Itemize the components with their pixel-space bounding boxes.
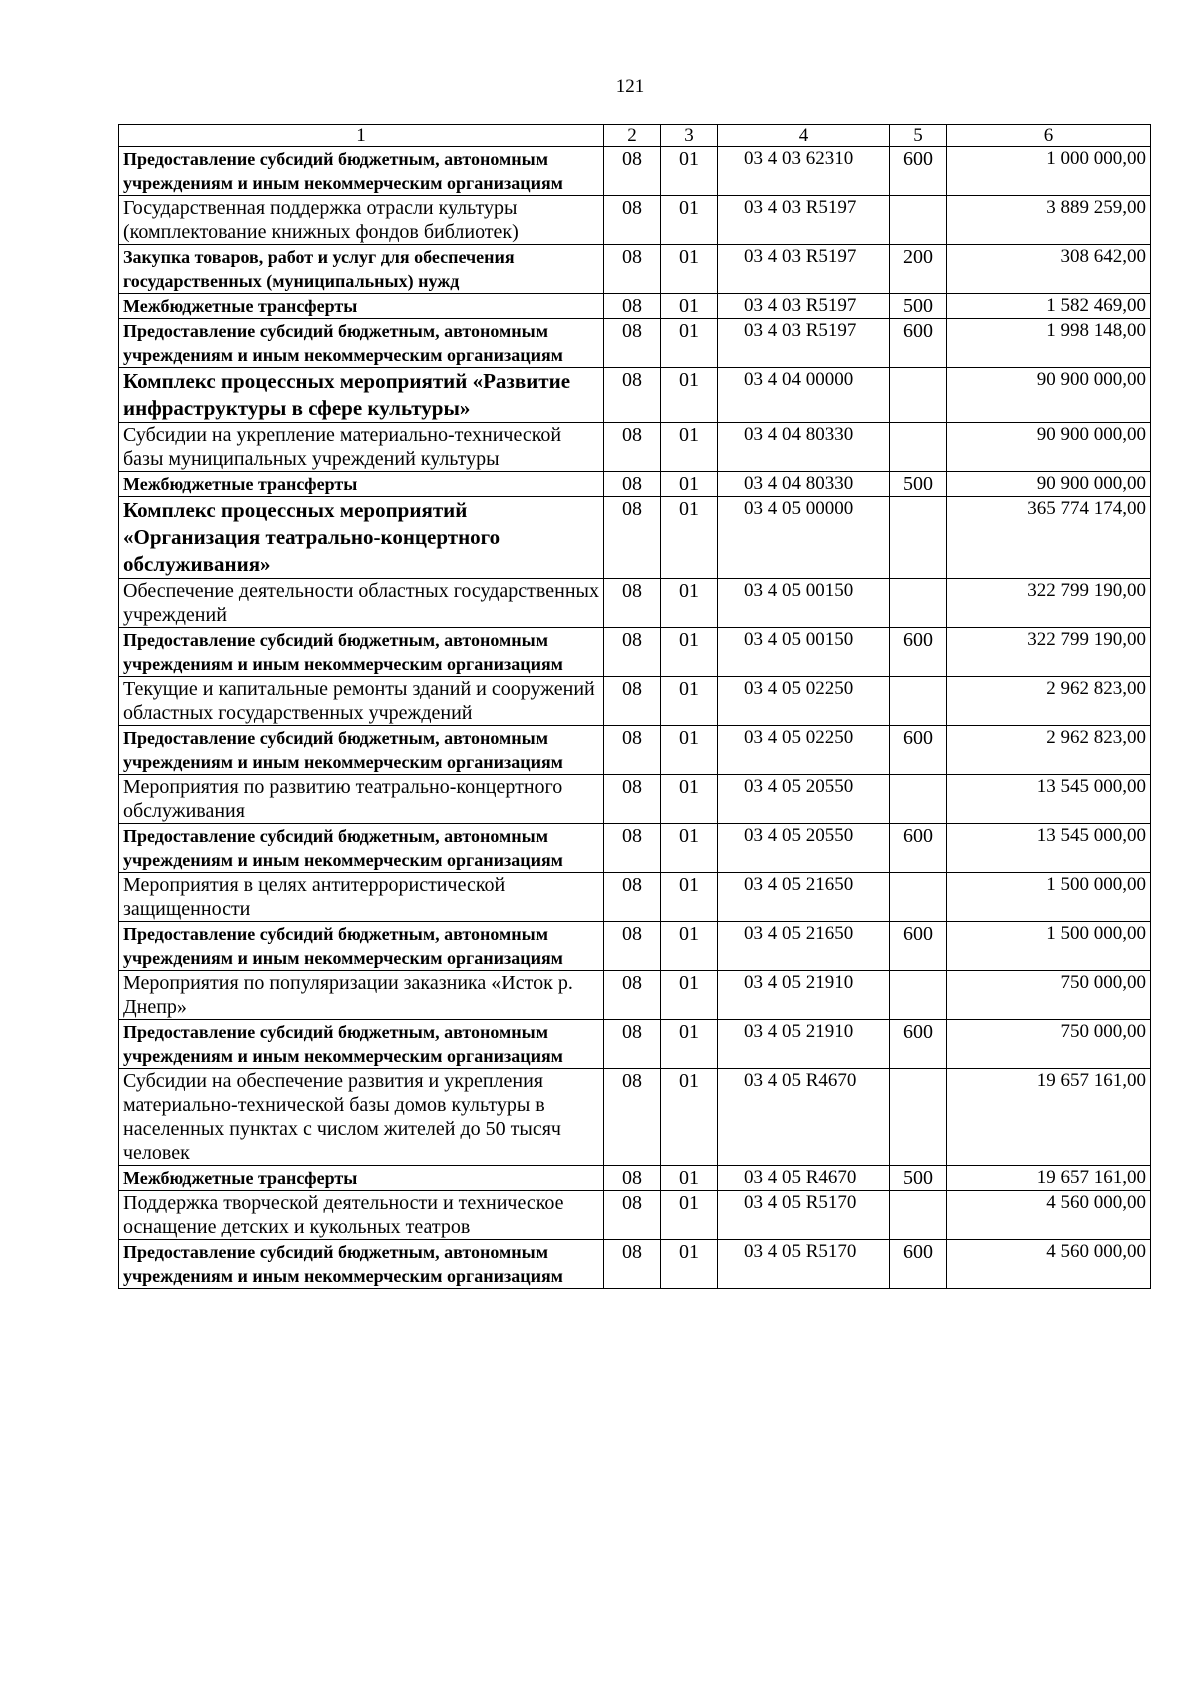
expense-type-cell bbox=[890, 196, 947, 245]
amount-cell: 19 657 161,00 bbox=[947, 1166, 1151, 1191]
table-row bbox=[119, 319, 1151, 368]
section-code-cell: 08 bbox=[604, 1240, 661, 1289]
target-article-cell: 03 4 05 R5170 bbox=[718, 1240, 890, 1289]
amount-cell: 19 657 161,00 bbox=[947, 1069, 1151, 1166]
expense-name-cell: Комплекс процессных мероприятий «Организация театрально-концертного обслуживания» bbox=[119, 497, 604, 579]
column-header: 5 bbox=[890, 125, 947, 147]
subsection-code-cell: 01 bbox=[661, 1166, 718, 1191]
subsection-code-cell: 01 bbox=[661, 677, 718, 726]
section-code-cell: 08 bbox=[604, 368, 661, 423]
section-code-cell: 08 bbox=[604, 922, 661, 971]
target-article-cell: 03 4 05 00150 bbox=[718, 579, 890, 628]
table-row bbox=[119, 873, 1151, 922]
column-header: 4 bbox=[718, 125, 890, 147]
expense-type-cell bbox=[890, 971, 947, 1020]
expense-type-cell bbox=[890, 677, 947, 726]
table-row bbox=[119, 368, 1151, 423]
expense-name-cell: Мероприятия по развитию театрально-концертного обслуживания bbox=[119, 775, 604, 824]
table-row bbox=[119, 196, 1151, 245]
table-row bbox=[119, 147, 1151, 196]
section-code-cell: 08 bbox=[604, 245, 661, 294]
expense-type-cell: 600 bbox=[890, 319, 947, 368]
subsection-code-cell: 01 bbox=[661, 1240, 718, 1289]
expense-name-cell: Межбюджетные трансферты bbox=[119, 472, 604, 497]
amount-cell: 90 900 000,00 bbox=[947, 368, 1151, 423]
target-article-cell: 03 4 05 02250 bbox=[718, 726, 890, 775]
target-article-cell: 03 4 05 R5170 bbox=[718, 1191, 890, 1240]
subsection-code-cell: 01 bbox=[661, 1069, 718, 1166]
table-row bbox=[119, 1069, 1151, 1166]
expense-name-cell: Обеспечение деятельности областных государственных учреждений bbox=[119, 579, 604, 628]
subsection-code-cell: 01 bbox=[661, 971, 718, 1020]
expense-type-cell: 500 bbox=[890, 294, 947, 319]
expense-name-cell: Субсидии на укрепление материально-технической базы муниципальных учреждений культуры bbox=[119, 423, 604, 472]
table-row bbox=[119, 971, 1151, 1020]
table-row bbox=[119, 1191, 1151, 1240]
subsection-code-cell: 01 bbox=[661, 472, 718, 497]
amount-cell: 308 642,00 bbox=[947, 245, 1151, 294]
column-header: 3 bbox=[661, 125, 718, 147]
section-code-cell: 08 bbox=[604, 1191, 661, 1240]
section-code-cell: 08 bbox=[604, 824, 661, 873]
expense-type-cell bbox=[890, 497, 947, 579]
subsection-code-cell: 01 bbox=[661, 196, 718, 245]
expense-name-cell: Мероприятия в целях антитеррористической защищенности bbox=[119, 873, 604, 922]
amount-cell: 2 962 823,00 bbox=[947, 677, 1151, 726]
table-row bbox=[119, 824, 1151, 873]
target-article-cell: 03 4 05 21650 bbox=[718, 922, 890, 971]
target-article-cell: 03 4 04 80330 bbox=[718, 423, 890, 472]
expense-type-cell bbox=[890, 423, 947, 472]
section-code-cell: 08 bbox=[604, 319, 661, 368]
target-article-cell: 03 4 05 21910 bbox=[718, 1020, 890, 1069]
section-code-cell: 08 bbox=[604, 873, 661, 922]
subsection-code-cell: 01 bbox=[661, 1020, 718, 1069]
amount-cell: 1 998 148,00 bbox=[947, 319, 1151, 368]
target-article-cell: 03 4 05 00150 bbox=[718, 628, 890, 677]
expense-type-cell bbox=[890, 579, 947, 628]
target-article-cell: 03 4 03 R5197 bbox=[718, 294, 890, 319]
expense-name-cell: Государственная поддержка отрасли культуры (комплектование книжных фондов библиотек) bbox=[119, 196, 604, 245]
amount-cell: 322 799 190,00 bbox=[947, 628, 1151, 677]
subsection-code-cell: 01 bbox=[661, 497, 718, 579]
subsection-code-cell: 01 bbox=[661, 319, 718, 368]
table-row bbox=[119, 677, 1151, 726]
expense-name-cell: Предоставление субсидий бюджетным, автономным учреждениям и иным некоммерческим организациям bbox=[119, 1020, 604, 1069]
subsection-code-cell: 01 bbox=[661, 147, 718, 196]
target-article-cell: 03 4 05 R4670 bbox=[718, 1166, 890, 1191]
subsection-code-cell: 01 bbox=[661, 824, 718, 873]
target-article-cell: 03 4 04 00000 bbox=[718, 368, 890, 423]
amount-cell: 750 000,00 bbox=[947, 971, 1151, 1020]
target-article-cell: 03 4 05 20550 bbox=[718, 824, 890, 873]
column-header: 1 bbox=[119, 125, 604, 147]
subsection-code-cell: 01 bbox=[661, 294, 718, 319]
subsection-code-cell: 01 bbox=[661, 775, 718, 824]
table-row bbox=[119, 423, 1151, 472]
target-article-cell: 03 4 05 00000 bbox=[718, 497, 890, 579]
section-code-cell: 08 bbox=[604, 1166, 661, 1191]
subsection-code-cell: 01 bbox=[661, 922, 718, 971]
amount-cell: 750 000,00 bbox=[947, 1020, 1151, 1069]
budget-table-body bbox=[119, 125, 1151, 1289]
subsection-code-cell: 01 bbox=[661, 368, 718, 423]
target-article-cell: 03 4 05 R4670 bbox=[718, 1069, 890, 1166]
target-article-cell: 03 4 05 02250 bbox=[718, 677, 890, 726]
expense-type-cell bbox=[890, 873, 947, 922]
expense-type-cell bbox=[890, 368, 947, 423]
column-header: 2 bbox=[604, 125, 661, 147]
section-code-cell: 08 bbox=[604, 677, 661, 726]
subsection-code-cell: 01 bbox=[661, 726, 718, 775]
expense-name-cell: Комплекс процессных мероприятий «Развитие инфраструктуры в сфере культуры» bbox=[119, 368, 604, 423]
amount-cell: 13 545 000,00 bbox=[947, 775, 1151, 824]
amount-cell: 4 560 000,00 bbox=[947, 1240, 1151, 1289]
section-code-cell: 08 bbox=[604, 726, 661, 775]
expense-type-cell: 600 bbox=[890, 628, 947, 677]
table-row bbox=[119, 294, 1151, 319]
expense-name-cell: Мероприятия по популяризации заказника «Исток р. Днепр» bbox=[119, 971, 604, 1020]
section-code-cell: 08 bbox=[604, 628, 661, 677]
expense-name-cell: Межбюджетные трансферты bbox=[119, 294, 604, 319]
subsection-code-cell: 01 bbox=[661, 1191, 718, 1240]
target-article-cell: 03 4 03 R5197 bbox=[718, 319, 890, 368]
expense-name-cell: Межбюджетные трансферты bbox=[119, 1166, 604, 1191]
table-row bbox=[119, 472, 1151, 497]
expense-type-cell bbox=[890, 775, 947, 824]
expense-name-cell: Предоставление субсидий бюджетным, автономным учреждениям и иным некоммерческим организациям bbox=[119, 922, 604, 971]
expense-type-cell: 200 bbox=[890, 245, 947, 294]
amount-cell: 322 799 190,00 bbox=[947, 579, 1151, 628]
page-number: 121 bbox=[615, 76, 645, 97]
expense-type-cell: 600 bbox=[890, 1240, 947, 1289]
expense-type-cell: 600 bbox=[890, 922, 947, 971]
target-article-cell: 03 4 05 21650 bbox=[718, 873, 890, 922]
expense-name-cell: Предоставление субсидий бюджетным, автономным учреждениям и иным некоммерческим организациям bbox=[119, 824, 604, 873]
section-code-cell: 08 bbox=[604, 497, 661, 579]
section-code-cell: 08 bbox=[604, 971, 661, 1020]
expense-name-cell: Предоставление субсидий бюджетным, автономным учреждениям и иным некоммерческим организациям bbox=[119, 1240, 604, 1289]
expense-name-cell: Поддержка творческой деятельности и техническое оснащение детских и кукольных театров bbox=[119, 1191, 604, 1240]
budget-table bbox=[118, 124, 1151, 1289]
table-row bbox=[119, 922, 1151, 971]
amount-cell: 2 962 823,00 bbox=[947, 726, 1151, 775]
header-row bbox=[119, 125, 1151, 147]
target-article-cell: 03 4 05 20550 bbox=[718, 775, 890, 824]
subsection-code-cell: 01 bbox=[661, 245, 718, 294]
expense-type-cell: 500 bbox=[890, 472, 947, 497]
target-article-cell: 03 4 04 80330 bbox=[718, 472, 890, 497]
section-code-cell: 08 bbox=[604, 294, 661, 319]
expense-type-cell: 600 bbox=[890, 824, 947, 873]
expense-name-cell: Предоставление субсидий бюджетным, автономным учреждениям и иным некоммерческим организациям bbox=[119, 319, 604, 368]
subsection-code-cell: 01 bbox=[661, 579, 718, 628]
section-code-cell: 08 bbox=[604, 1020, 661, 1069]
target-article-cell: 03 4 03 62310 bbox=[718, 147, 890, 196]
amount-cell: 3 889 259,00 bbox=[947, 196, 1151, 245]
amount-cell: 90 900 000,00 bbox=[947, 423, 1151, 472]
table-row bbox=[119, 628, 1151, 677]
expense-name-cell: Предоставление субсидий бюджетным, автономным учреждениям и иным некоммерческим организациям bbox=[119, 147, 604, 196]
amount-cell: 1 500 000,00 bbox=[947, 873, 1151, 922]
section-code-cell: 08 bbox=[604, 1069, 661, 1166]
section-code-cell: 08 bbox=[604, 196, 661, 245]
expense-name-cell: Предоставление субсидий бюджетным, автономным учреждениям и иным некоммерческим организациям bbox=[119, 628, 604, 677]
expense-name-cell: Предоставление субсидий бюджетным, автономным учреждениям и иным некоммерческим организациям bbox=[119, 726, 604, 775]
table-row bbox=[119, 245, 1151, 294]
target-article-cell: 03 4 03 R5197 bbox=[718, 196, 890, 245]
amount-cell: 365 774 174,00 bbox=[947, 497, 1151, 579]
subsection-code-cell: 01 bbox=[661, 423, 718, 472]
amount-cell: 1 500 000,00 bbox=[947, 922, 1151, 971]
expense-type-cell: 600 bbox=[890, 147, 947, 196]
section-code-cell: 08 bbox=[604, 423, 661, 472]
expense-type-cell: 600 bbox=[890, 726, 947, 775]
column-header: 6 bbox=[947, 125, 1151, 147]
amount-cell: 90 900 000,00 bbox=[947, 472, 1151, 497]
table-row bbox=[119, 579, 1151, 628]
table-row bbox=[119, 775, 1151, 824]
section-code-cell: 08 bbox=[604, 472, 661, 497]
amount-cell: 1 582 469,00 bbox=[947, 294, 1151, 319]
table-row bbox=[119, 497, 1151, 579]
section-code-cell: 08 bbox=[604, 579, 661, 628]
target-article-cell: 03 4 03 R5197 bbox=[718, 245, 890, 294]
section-code-cell: 08 bbox=[604, 147, 661, 196]
target-article-cell: 03 4 05 21910 bbox=[718, 971, 890, 1020]
subsection-code-cell: 01 bbox=[661, 873, 718, 922]
expense-name-cell: Субсидии на обеспечение развития и укрепления материально-технической базы домов культуры в населенных пунктах с числом жителей до 50 тысяч человек bbox=[119, 1069, 604, 1166]
section-code-cell: 08 bbox=[604, 775, 661, 824]
amount-cell: 13 545 000,00 bbox=[947, 824, 1151, 873]
amount-cell: 1 000 000,00 bbox=[947, 147, 1151, 196]
expense-type-cell: 600 bbox=[890, 1020, 947, 1069]
expense-name-cell: Текущие и капитальные ремонты зданий и сооружений областных государственных учреждений bbox=[119, 677, 604, 726]
table-row bbox=[119, 1166, 1151, 1191]
table-row bbox=[119, 1240, 1151, 1289]
table-row bbox=[119, 1020, 1151, 1069]
expense-type-cell bbox=[890, 1069, 947, 1166]
expense-name-cell: Закупка товаров, работ и услуг для обеспечения государственных (муниципальных) нужд bbox=[119, 245, 604, 294]
subsection-code-cell: 01 bbox=[661, 628, 718, 677]
expense-type-cell bbox=[890, 1191, 947, 1240]
expense-type-cell: 500 bbox=[890, 1166, 947, 1191]
amount-cell: 4 560 000,00 bbox=[947, 1191, 1151, 1240]
table-row bbox=[119, 726, 1151, 775]
